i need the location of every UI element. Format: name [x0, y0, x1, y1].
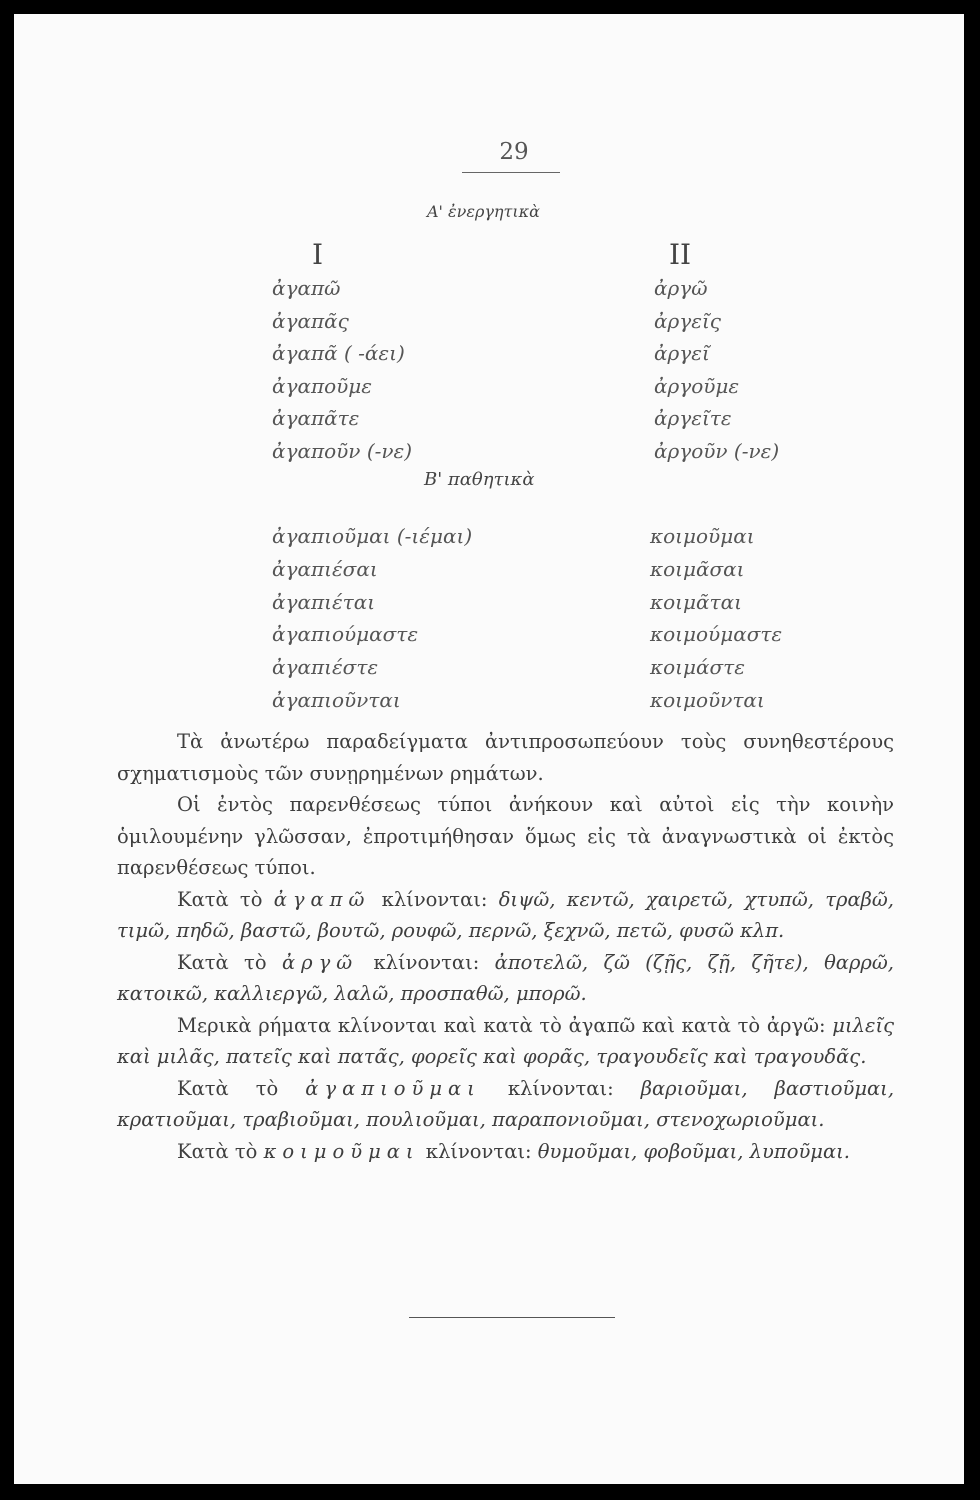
passive-column-2 [650, 520, 782, 717]
conjugation-form: ἀγαποῦν (-νε) [272, 438, 413, 463]
verb-list: θυμοῦμαι, φοβοῦμαι, λυποῦμαι. [537, 1139, 850, 1163]
conjugation-form: ἀργοῦμε [654, 373, 740, 398]
paragraph-verb: κλίνονται: [373, 950, 480, 974]
conjugation-form: ἀγαπιέται [272, 589, 376, 614]
active-heading: Α' ἐνεργητικὰ [427, 202, 540, 221]
passive-heading: Β' παθητικὰ [424, 469, 535, 490]
verb-list: ἀποτελῶ, ζῶ (ζῇς, ζῇ, ζῆτε), θαρρῶ, κατοικῶ, καλλιεργῶ, λαλῶ, προσπαθῶ, μπορῶ. [117, 950, 894, 1005]
active-column-1 [272, 272, 412, 467]
paragraph [117, 884, 894, 947]
passive-column-1 [272, 520, 472, 717]
page-number: 29 [499, 139, 529, 165]
conjugation-form: ἀγαπᾶ ( -άει) [272, 341, 405, 365]
paragraph [117, 947, 894, 1010]
conjugation-form: ἀγαποῦμε [272, 373, 373, 398]
paragraph-lead: Κατὰ τὸ [177, 1139, 258, 1163]
bottom-rule [409, 1317, 615, 1318]
verb-list: μιλεῖς καὶ μιλᾶς, πατεῖς καὶ πατᾶς, φορεῖς καὶ φορᾶς, τραγουδεῖς καὶ τραγουδᾶς. [117, 1013, 895, 1068]
model-verb: ἀγαπιοῦμαι [305, 1076, 481, 1100]
paragraph-verb: κλίνονται: [507, 1076, 614, 1100]
paragraph-lead: Κατὰ τὸ [177, 1076, 279, 1100]
conjugation-form: κοιμοῦνται [650, 687, 765, 712]
conjugation-form: ἀγαπᾶς [272, 308, 349, 333]
conjugation-form: ἀγαπιέσαι [272, 556, 378, 581]
book-page [14, 14, 964, 1484]
conjugation-form: ἀγαπιούμαστε [272, 622, 419, 647]
top-rule [462, 172, 560, 173]
verb-list: βαριοῦμαι, βαστιοῦμαι, κρατιοῦμαι, τραβιοῦμαι, πουλιοῦμαι, παραπονιοῦμαι, στενοχωριοῦμαι. [117, 1076, 895, 1131]
conjugation-form: ἀργεῖ [654, 341, 710, 365]
paragraph-lead: Μερικὰ ρήματα κλίνονται καὶ κατὰ τὸ ἀγαπῶ καὶ κατὰ τὸ ἀργῶ: [177, 1013, 826, 1037]
paragraph-lead: Κατὰ τὸ [177, 950, 267, 974]
active-column-2 [654, 272, 779, 467]
conjugation-form: κοιμᾶσαι [650, 556, 745, 581]
paragraph-lead: Κατὰ τὸ [177, 887, 263, 911]
body-text [117, 726, 894, 1167]
column-header-1: I [312, 238, 324, 271]
paragraph [117, 1010, 894, 1073]
paragraph [117, 1136, 894, 1168]
model-verb: ἀργῶ [281, 950, 359, 974]
model-verb: ἀγαπῶ [273, 887, 371, 911]
conjugation-form: ἀγαπιοῦμαι (-ιέμαι) [272, 524, 473, 548]
conjugation-form: ἀργεῖς [654, 308, 721, 333]
paragraph-text: Τὰ ἀνωτέρω παραδείγματα ἀντιπροσωπεύουν τοὺς συνηθεστέρους σχηματισμοὺς τῶν συνῃρημένων ρημάτων. [117, 730, 894, 785]
conjugation-form: ἀγαπιοῦνται [272, 687, 401, 712]
paragraph-verb: κλίνονται: [381, 887, 488, 911]
paragraph [117, 789, 894, 884]
paragraph [117, 1073, 894, 1136]
paragraph [117, 726, 894, 789]
conjugation-form: ἀργεῖτε [654, 406, 732, 430]
paragraph-text: Οἱ ἐντὸς παρενθέσεως τύποι ἀνήκουν καὶ αὐτοὶ εἰς τὴν κοινὴν ὁμιλουμένην γλῶσσαν, ἐπροτιμήθησαν ὅμως εἰς τὰ ἀναγνωστικὰ οἱ ἐκτὸς παρενθέσεως τύποι. [117, 793, 894, 879]
conjugation-form: κοιμᾶται [650, 589, 742, 614]
conjugation-form: ἀγαπιέστε [272, 655, 379, 680]
conjugation-form: κοιμούμαστε [650, 622, 783, 647]
model-verb: κοιμοῦμαι [263, 1139, 420, 1163]
conjugation-form: ἀγαπῶ [272, 276, 341, 300]
conjugation-form: ἀργοῦν (-νε) [654, 438, 780, 463]
verb-list: διψῶ, κεντῶ, χαιρετῶ, χτυπῶ, τραβῶ, τιμῶ, πηδῶ, βαστῶ, βουτῶ, ρουφῶ, περνῶ, ξεχνῶ, πετῶ, φυσῶ κλπ. [117, 887, 894, 942]
conjugation-form: κοιμοῦμαι [650, 524, 755, 548]
conjugation-form: κοιμάστε [650, 655, 745, 680]
conjugation-form: ἀργῶ [654, 276, 708, 300]
paragraph-verb: κλίνονται: [425, 1139, 532, 1163]
conjugation-form: ἀγαπᾶτε [272, 406, 360, 430]
column-header-2: II [669, 238, 692, 271]
